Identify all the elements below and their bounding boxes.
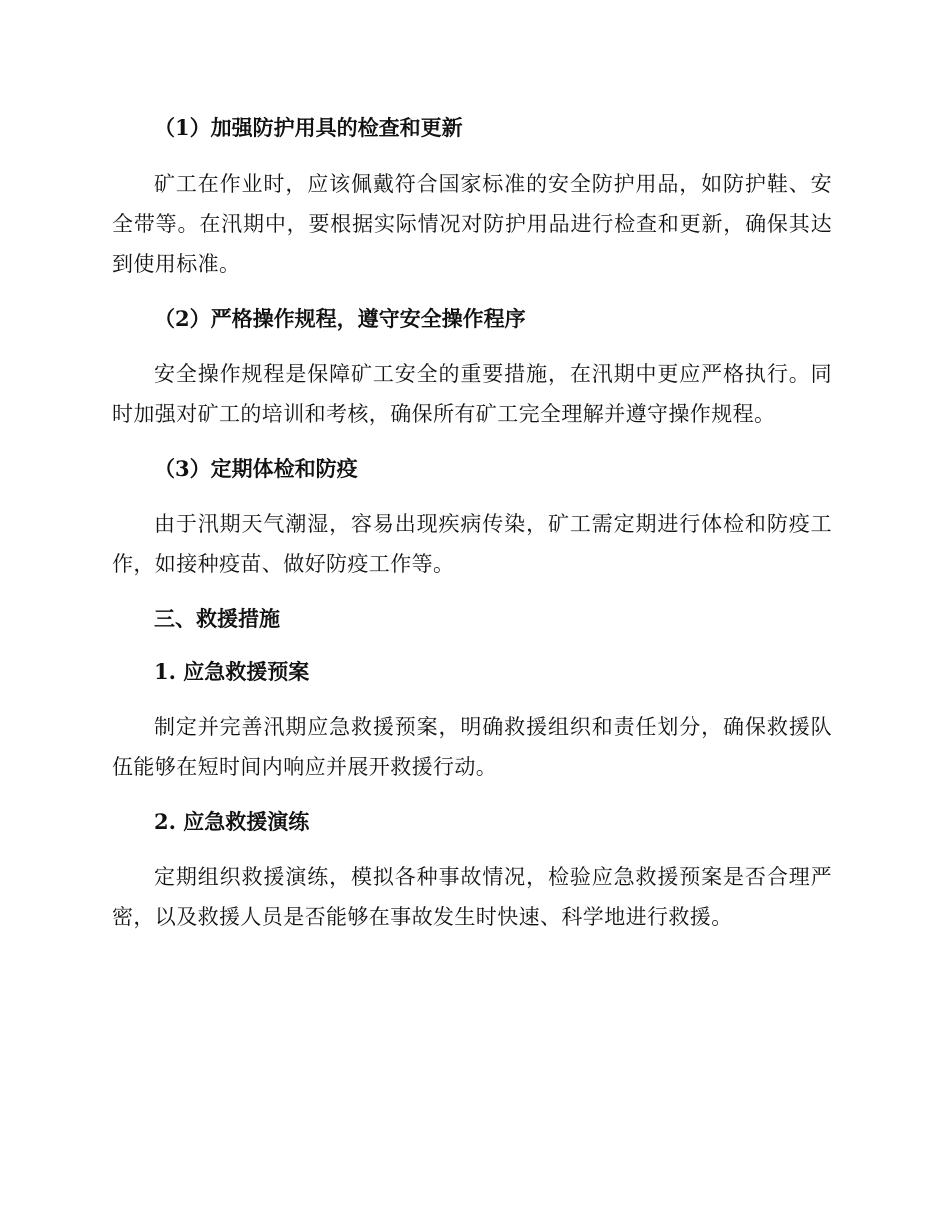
paragraph-protective-equipment: 矿工在作业时，应该佩戴符合国家标准的安全防护用品，如防护鞋、安全带等。在汛期中，要根据实际情况对防护用品进行检查和更新，确保其达到使用标准。 [112, 172, 832, 276]
heading-operating-rules: （2）严格操作规程，遵守安全操作程序 [154, 306, 526, 331]
paragraph-emergency-plan: 制定并完善汛期应急救援预案，明确救援组织和责任划分，确保救援队伍能够在短时间内响应并展开救援行动。 [112, 715, 832, 779]
paragraph-operating-rules: 安全操作规程是保障矿工安全的重要措施，在汛期中更应严格执行。同时加强对矿工的培训和考核，确保所有矿工完全理解并遵守操作规程。 [112, 362, 832, 426]
section-title-rescue-measures: 三、救援措施 [154, 606, 280, 631]
heading-health-checks: （3）定期体检和防疫 [154, 456, 358, 481]
heading-protective-equipment: （1）加强防护用具的检查和更新 [154, 115, 463, 140]
subheading-emergency-drill: 2. 应急救援演练 [154, 809, 310, 834]
paragraph-emergency-drill: 定期组织救援演练，模拟各种事故情况，检验应急救援预案是否合理严密，以及救援人员是否能够在事故发生时快速、科学地进行救援。 [112, 865, 832, 929]
document-body [112, 108, 832, 937]
subheading-emergency-plan: 1. 应急救援预案 [154, 659, 310, 684]
paragraph-health-checks: 由于汛期天气潮湿，容易出现疾病传染，矿工需定期进行体检和防疫工作，如接种疫苗、做好防疫工作等。 [112, 512, 832, 576]
